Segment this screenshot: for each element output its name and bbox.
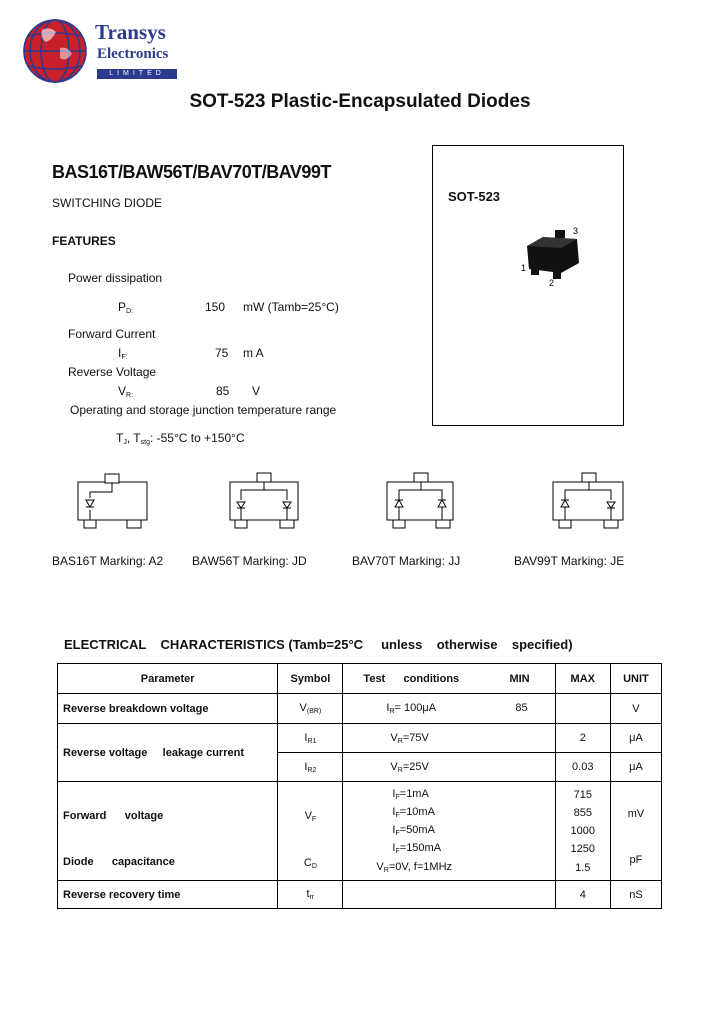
min-breakdown: 85 <box>515 702 528 714</box>
symbol-capacitance: $C_D$ <box>303 857 317 870</box>
header-min: MIN <box>509 672 530 685</box>
pin2-label: 2 <box>549 278 555 288</box>
features-heading: FEATURES <box>52 234 116 248</box>
header-max: MAX <box>555 664 610 694</box>
param-forward-capacitance <box>58 782 278 881</box>
cond-recovery <box>343 881 555 909</box>
symbol-forward: $V_F$ <box>304 810 317 823</box>
symbol-breakdown: $V_{(BR)}$ <box>278 694 343 724</box>
bav99t-circuit-icon <box>550 470 626 532</box>
cond-ir1: $V_R=75V$ <box>343 724 555 753</box>
table-row <box>58 881 662 909</box>
table-row <box>58 694 662 724</box>
max-forward-capacitance <box>555 782 610 881</box>
pd-value: 150 <box>205 300 226 314</box>
package-box <box>432 145 624 426</box>
table-row <box>58 782 662 881</box>
max-vf2: 855 <box>573 806 592 819</box>
max-ir1: 2 <box>555 724 610 753</box>
pin1-label: 1 <box>521 263 527 273</box>
symbol-ir2: $I_{R2}$ <box>278 753 343 782</box>
table-header-row <box>58 664 662 694</box>
device-type: SWITCHING DIODE <box>52 196 162 210</box>
header-parameter: Parameter <box>58 664 278 694</box>
unit-breakdown: V <box>610 694 661 724</box>
pin3-label: 3 <box>573 226 579 236</box>
table-row <box>58 724 662 753</box>
brand-name: Transys <box>95 20 166 44</box>
package-name: SOT-523 <box>448 189 501 204</box>
electrical-characteristics-table <box>57 663 662 909</box>
unit-ir1: μA <box>610 724 661 753</box>
unit-capacitance: pF <box>629 854 643 866</box>
marking-bas16t: BAS16T Marking: A2 <box>52 554 164 568</box>
bas16t-circuit-icon <box>75 470 151 532</box>
brand-subname: Electronics <box>97 46 169 62</box>
max-recovery: 4 <box>555 881 610 909</box>
param-recovery: Reverse recovery time <box>58 881 278 909</box>
marking-bav70t: BAV70T Marking: JJ <box>352 554 461 568</box>
if-unit: m A <box>243 346 264 360</box>
header-unit: UNIT <box>610 664 661 694</box>
bav70t-circuit-icon <box>384 470 456 532</box>
unit-recovery: nS <box>610 881 661 909</box>
electrical-heading: ELECTRICAL CHARACTERISTICS (Tamb=25°C unless otherwise specified) <box>64 637 573 652</box>
param-capacitance: Diode capacitance <box>63 856 175 868</box>
brand-limited: LIMITED <box>97 69 177 79</box>
globe-logo-icon <box>22 18 88 84</box>
part-numbers: BAS16T/BAW56T/BAV70T/BAV99T <box>52 162 331 182</box>
sot523-package-icon <box>515 221 595 291</box>
marking-bav99t: BAV99T Marking: JE <box>514 554 625 568</box>
cond-ir2: $V_R=25V$ <box>343 753 555 782</box>
cond-if4: $I_F=150mA$ <box>392 842 442 855</box>
cond-breakdown: $I_R= 100\mu A$ 85 <box>343 694 555 724</box>
baw56t-circuit-icon <box>228 470 300 532</box>
pd-symbol: $P_{D:}$ <box>118 300 134 315</box>
symbol-ir1: $I_{R1}$ <box>278 724 343 753</box>
page-title: SOT-523 Plastic-Encapsulated Diodes <box>189 91 531 112</box>
param-leakage: Reverse voltage leakage current <box>58 724 278 782</box>
header-test: Test conditions MIN <box>343 664 555 694</box>
param-forward: Forward voltage <box>63 810 164 822</box>
vr-symbol: $V_{R:}$ <box>118 384 134 399</box>
max-ir2: 0.03 <box>555 753 610 782</box>
power-dissipation-label: Power dissipation <box>68 271 163 285</box>
pd-unit: mW (Tamb=25°C) <box>243 300 339 314</box>
header-symbol: Symbol <box>278 664 343 694</box>
if-value: 75 <box>215 346 229 360</box>
cond-capacitance: $V_R=0V$, f=1MHz <box>376 861 453 874</box>
temperature-range-value: $T_J$, $T_{stg}$: -55°C to +150°C <box>116 431 245 446</box>
cond-if2: $I_F=10mA$ <box>392 806 435 819</box>
unit-forward: mV <box>627 808 645 820</box>
unit-ir2: μA <box>610 753 661 782</box>
max-vf4: 1250 <box>570 842 595 855</box>
vr-unit: V <box>252 384 261 398</box>
max-capacitance: 1.5 <box>575 861 591 874</box>
max-vf3: 1000 <box>570 824 595 837</box>
marking-baw56t: BAW56T Marking: JD <box>192 554 307 568</box>
unit-forward-capacitance <box>610 782 661 881</box>
if-symbol: $I_{F:}$ <box>118 346 128 361</box>
symbol-recovery: $t_{rr}$ <box>278 881 343 909</box>
max-vf1: 715 <box>573 788 592 801</box>
cond-if1: $I_F=1mA$ <box>392 788 429 801</box>
symbol-forward-capacitance <box>278 782 343 881</box>
forward-current-label: Forward Current <box>68 327 156 341</box>
cond-if3: $I_F=50mA$ <box>392 824 435 837</box>
temperature-range-label: Operating and storage junction temperature range <box>70 403 337 417</box>
max-breakdown <box>555 694 610 724</box>
reverse-voltage-label: Reverse Voltage <box>68 365 157 379</box>
vr-value: 85 <box>216 384 230 398</box>
cond-forward-capacitance <box>343 782 555 881</box>
param-breakdown: Reverse breakdown voltage <box>58 694 278 724</box>
